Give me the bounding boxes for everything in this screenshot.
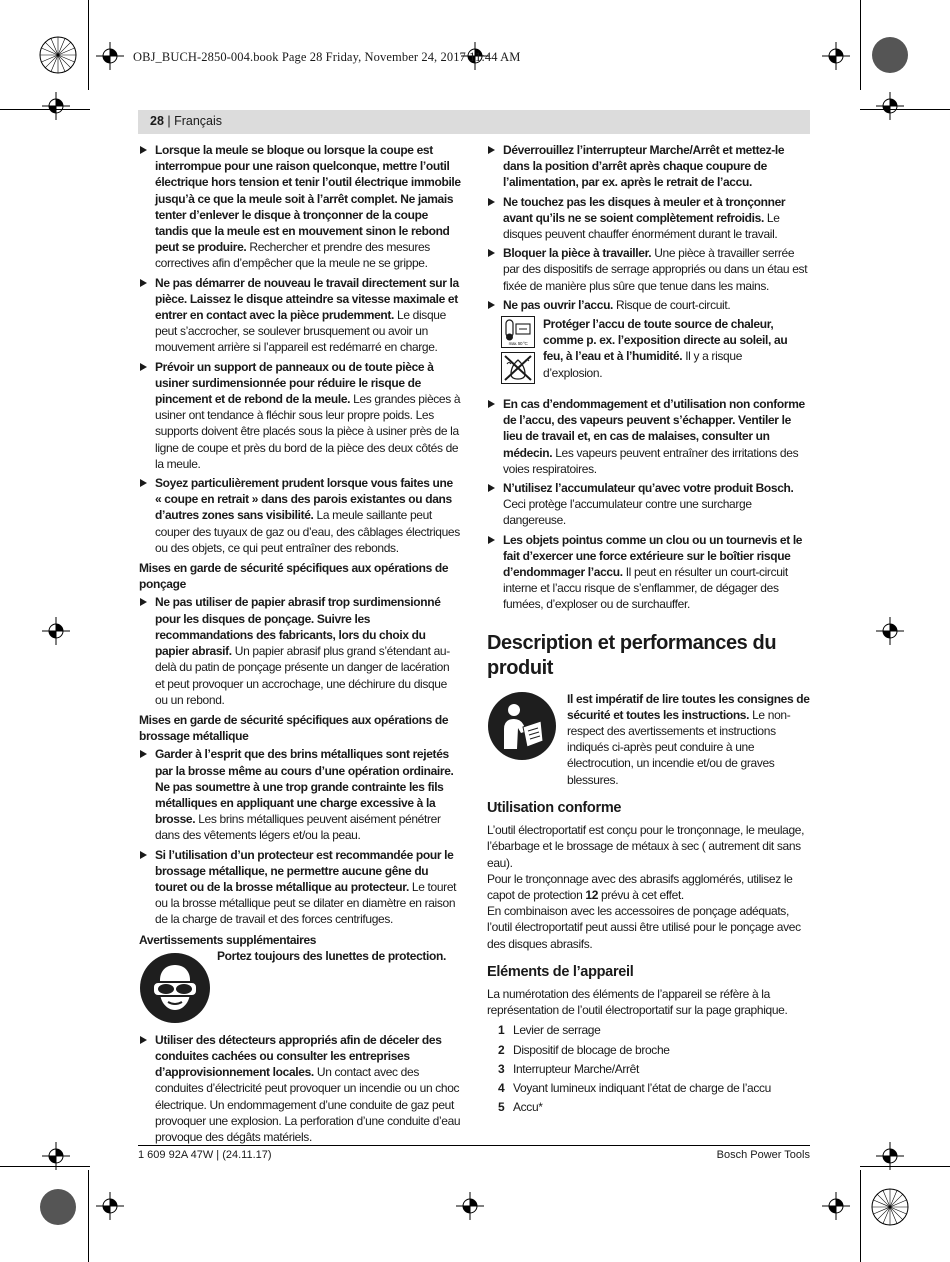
page-header [138, 110, 810, 134]
item-bold-text: N’utilisez l’accumulateur qu’avec votre produit Bosch. [503, 481, 794, 496]
bullet-triangle-icon [140, 279, 147, 287]
safety-item [487, 480, 810, 529]
item-bold-text: Ne pas démarrer de nouveau le travail directement sur la pièce. Laissez le disque atteindre sa vitesse maximale et entrer en contact avec la pièce prudemment. [155, 275, 459, 323]
list-item [487, 1042, 810, 1058]
item-text: Le non-respect des avertissements et instructions indiqués ci-après peut conduire à une électrocution, un incendie et/ou de graves blessures. [567, 707, 791, 787]
crosshair-middle-left-icon [42, 617, 70, 645]
goggles-block [139, 948, 461, 1026]
item-bold-text: Bloquer la pièce à travailler. [503, 246, 652, 261]
trim-line-bottom-right-h [860, 1166, 950, 1167]
trim-line-bottom-right-v [860, 1170, 861, 1262]
item-bold-text: Utiliser des détecteurs appropriés afin de déceler des conduites cachées ou consulter les entreprises d’approvisionnement locales. [155, 1032, 442, 1080]
safety-item [139, 275, 461, 356]
safety-item [139, 359, 461, 472]
usage-text: Pour le tronçonnage avec des abrasifs agglomérés, utilisez le capot de protection [487, 871, 793, 902]
bullet-triangle-icon [140, 363, 147, 371]
safety-item [139, 847, 461, 928]
item-text: La meule saillante peut couper des tuyaux de gaz ou d’eau, des câblages électriques ou des objets, ce qui peut entraîner des rebonds. [155, 508, 460, 555]
safety-item [139, 1032, 461, 1145]
print-slug: OBJ_BUCH-2850-004.book Page 28 Friday, November 24, 2017 11:44 AM [133, 50, 521, 64]
safety-item [487, 194, 810, 243]
read-manual-icon [487, 691, 557, 761]
item-number: 5 [498, 1100, 505, 1115]
safety-item [487, 396, 810, 477]
bullet-triangle-icon [140, 479, 147, 487]
sanding-heading: Mises en garde de sécurité spécifiques aux opérations de ponçage [139, 561, 449, 592]
bullet-triangle-icon [488, 536, 495, 544]
item-label: Levier de serrage [513, 1023, 601, 1038]
footer-rule [138, 1145, 810, 1146]
item-label: Accu* [513, 1100, 543, 1115]
heat-warning-text [543, 316, 801, 384]
trim-line-bottom-left-v [88, 1170, 89, 1262]
safety-goggles-icon [139, 952, 211, 1024]
safety-item [139, 746, 461, 843]
item-text: Un contact avec des conduites d’électricité peut provoquer un incendie ou un choc électrique. Un endommagement d’une conduite de gaz peut provoquer une explosion. La perforation d’une conduite d’eau provoque des dégâts matériels. [155, 1065, 461, 1144]
additional-heading: Avertissements supplémentaires [139, 932, 317, 947]
bullet-triangle-icon [140, 1036, 147, 1044]
no-water-fire-icon [501, 352, 535, 384]
header-language: Français [174, 114, 223, 128]
max-temperature-label: max. 50 °C [508, 341, 528, 347]
item-number: 2 [498, 1042, 505, 1057]
item-text: Rechercher et prendre des mesures correctives afin d’empêcher que la meule ne se grippe. [155, 240, 430, 271]
safety-item [139, 142, 461, 272]
safety-item [487, 532, 810, 613]
trim-line-top-right-v [860, 0, 861, 90]
list-item [487, 1099, 810, 1115]
brushing-heading: Mises en garde de sécurité spécifiques aux opérations de brossage métallique [139, 712, 449, 744]
usage-heading: Utilisation conforme [487, 799, 622, 816]
list-item [487, 1022, 810, 1038]
bullet-triangle-icon [488, 198, 495, 206]
item-bold-text: Garder à l’esprit que des brins métalliques sont rejetés par la brosse même au cours d’une opération ordinaire. Ne pas soumettre à une trop grande contrainte les fils métalliques en appliquant une charge excessive à la brosse. [155, 747, 454, 827]
bullet-triangle-icon [488, 400, 495, 408]
safety-item [139, 475, 461, 556]
item-bold-text: Soyez particulièrement prudent lorsque vous faites une « coupe en retrait » dans des parois existantes ou dans d’autres zones sans visibilité. [155, 476, 453, 523]
safety-item [487, 245, 810, 294]
read-manual-block [487, 691, 810, 788]
max-temperature-icon [501, 316, 535, 348]
goggles-text: Portez toujours des lunettes de protection. [217, 948, 446, 963]
item-bold-text: Si l’utilisation d’un protecteur est recommandée pour le brossage métallique, ne permettre aucune gêne du touret ou de la brosse métallique au protecteur. [155, 847, 454, 894]
item-text: Le disque peut s’accrocher, se soulever brusquement ou avoir un mouvement arrière si l’appareil est redémarré en charge. [155, 308, 446, 355]
crosshair-bottom-right-icon [822, 1192, 850, 1220]
bullet-triangle-icon [488, 301, 495, 309]
item-text: Ceci protège l’accumulateur contre une surcharge dangereuse. [503, 497, 752, 528]
item-bold-text: Les objets pointus comme un clou ou un tournevis et le fait d’exercer une force extérieure sur le boîtier risque d’endommager l’accu. [503, 532, 803, 580]
crosshair-bottom-left-icon [96, 1192, 124, 1220]
section-title: Description et performances du produit [487, 631, 777, 679]
bullet-triangle-icon [140, 146, 147, 154]
item-bold-text: Ne pas ouvrir l’accu. [503, 297, 614, 312]
item-text: Une pièce à travailler serrée par des dispositifs de serrage appropriés ou dans un étau est fixée de manière plus sûre que tenue dans les mains. [503, 246, 808, 293]
footer-doc-number: 1 609 92A 47W | (24.11.17) [138, 1149, 272, 1161]
registration-mark-bottom-left-icon [38, 1187, 78, 1227]
bullet-triangle-icon [140, 750, 147, 758]
battery-heat-warning [501, 316, 810, 384]
read-manual-text [565, 691, 810, 788]
crosshair-lower-left-icon [42, 1142, 70, 1170]
elements-list [487, 1022, 810, 1115]
crosshair-middle-right-icon [876, 617, 904, 645]
safety-item [487, 142, 810, 191]
bullet-triangle-icon [140, 598, 147, 606]
registration-mark-top-left-icon [38, 35, 78, 75]
bullet-triangle-icon [488, 146, 495, 154]
item-label: Dispositif de blocage de broche [513, 1042, 670, 1057]
item-bold-text: Lorsque la meule se bloque ou lorsque la coupe est interrompue pour une raison quelconque, mettre l’outil électrique hors tension et tenir l’outil électrique immobile jusqu’à ce que la meule soit à l’arrêt complet. Ne jamais tenter d’enlever le disque à tronçonner de la coupe tandis que la meule est en mouvement sinon le rebond peut se produire. [155, 143, 461, 255]
crosshair-top-left-icon [96, 42, 124, 70]
item-text: Le disques peuvent chauffer énormément durant le travail. [503, 210, 780, 242]
part-number: 12 [585, 887, 599, 902]
footer-brand: Bosch Power Tools [716, 1149, 810, 1161]
item-text: Les brins métalliques peuvent aisément pénétrer dans des vêtements légers et/ou la peau. [155, 812, 441, 843]
safety-item [487, 297, 810, 313]
item-number: 3 [498, 1061, 505, 1076]
list-item [487, 1080, 810, 1096]
item-bold-text: En cas d’endommagement et d’utilisation non conforme de l’accu, des vapeurs peuvent s’échapper. Ventiler le lieu de travail et, en cas de malaises, consulter un médecin. [503, 397, 805, 460]
item-bold-text: Il est impératif de lire toutes les consignes de sécurité et toutes les instructions. [567, 691, 810, 722]
crosshair-lower-right-icon [876, 1142, 904, 1170]
item-text: Les grandes pièces à usiner ont tendance à fléchir sous leur propre poids. Les supports doivent être placés sous la pièce à usiner près de la ligne de coupe et près du bord de la pièce des deux côtés de la meule. [155, 392, 461, 471]
item-bold-text: Déverrouillez l’interrupteur Marche/Arrêt et mettez-le dans la position d’arrêt après chaque coupure de l’alimentation, par ex. après le retrait de l’accu. [503, 143, 785, 190]
crosshair-upper-left-icon [42, 92, 70, 120]
item-number: 1 [498, 1023, 505, 1038]
item-bold-text: Prévoir un support de panneaux ou de toute pièce à usiner surdimensionnée pour réduire le risque de pincement et de rebond de la meule. [155, 359, 434, 407]
crosshair-bottom-center-icon [456, 1192, 484, 1220]
item-label: Interrupteur Marche/Arrêt [513, 1061, 639, 1076]
registration-mark-bottom-right-icon [870, 1187, 910, 1227]
header-separator: | [163, 114, 175, 128]
item-text: Un papier abrasif plus grand s’étendant au-delà du patin de ponçage présente un danger de lacération et peut provoquer un accrochage, une déchirure du disque ou un rebond. [155, 644, 450, 707]
trim-line-top-left-v [88, 0, 89, 90]
usage-paragraph: En combinaison avec les accessoires de ponçage adéquats, l’outil électroportatif peut aussi être utilisé pour le ponçage avec des disques abrasifs. [487, 904, 801, 951]
bullet-triangle-icon [140, 851, 147, 859]
left-column [139, 142, 461, 1148]
bullet-triangle-icon [488, 249, 495, 257]
item-text: Le touret ou la brosse métallique peut se dilater en diamètre en raison de la charge de travail et des forces centrifuges. [155, 879, 457, 927]
page-number: 28 [150, 114, 164, 128]
crosshair-upper-right-icon [876, 92, 904, 120]
warning-icons [501, 316, 535, 384]
usage-paragraph: L’outil électroportatif est conçu pour le tronçonnage, le meulage, l’ébarbage et le brossage de métaux à sec ( autrement dit sans eau). [487, 823, 805, 870]
elements-intro: La numérotation des éléments de l’appareil se réfère à la représentation de l’outil électroportatif sur la page graphique. [487, 986, 788, 1018]
item-bold-text: Ne touchez pas les disques à meuler et à tronçonner avant qu’ils ne se soient complètement refroidis. [503, 194, 786, 225]
registration-mark-top-right-icon [870, 35, 910, 75]
bullet-triangle-icon [488, 484, 495, 492]
item-bold-text: Protéger l’accu de toute source de chaleur, comme p. ex. l’exposition directe au soleil, au feu, à l’eau et à l’humidité. [543, 317, 788, 364]
list-item [487, 1061, 810, 1077]
safety-item [139, 594, 461, 707]
crosshair-top-right-icon [822, 42, 850, 70]
item-text: Les vapeurs peuvent entraîner des irritations des voies respiratoires. [503, 445, 799, 476]
item-text: Il y a risque d’explosion. [543, 349, 743, 380]
item-number: 4 [498, 1080, 505, 1095]
usage-text: prévu à cet effet. [598, 887, 684, 902]
trim-line-top-right-h [860, 109, 950, 110]
right-column [487, 142, 810, 1118]
usage-paragraph [487, 871, 810, 903]
item-bold-text: Ne pas utiliser de papier abrasif trop surdimensionné pour les disques de ponçage. Suivre les recommandations des fabricants, lors du choix du papier abrasif. [155, 595, 441, 659]
elements-heading: Eléments de l’appareil [487, 963, 634, 980]
item-label: Voyant lumineux indiquant l’état de charge de l’accu [513, 1080, 771, 1095]
item-text: Risque de court-circuit. [613, 297, 731, 312]
item-text: Il peut en résulter un court-circuit interne et l’accu risque de s’enflammer, de dégager des fumées, d’exploser ou de surchauffer. [503, 565, 788, 612]
